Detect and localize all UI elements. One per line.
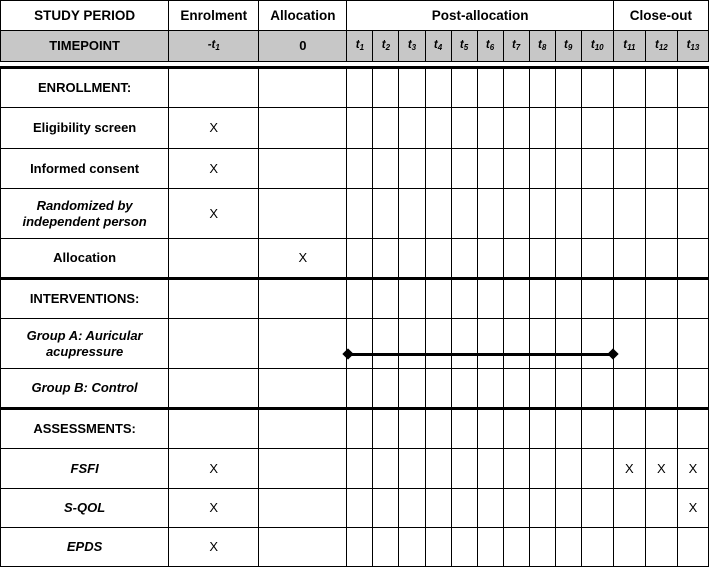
- cell: [399, 149, 425, 189]
- cell: [373, 239, 399, 279]
- cell: [399, 409, 425, 449]
- study-period-heading: STUDY PERIOD: [1, 1, 169, 31]
- timepoint-t7: $t_7$: [503, 31, 529, 62]
- cell: [259, 489, 347, 528]
- cell: [581, 239, 613, 279]
- cell: [645, 108, 677, 149]
- cell: [347, 108, 373, 149]
- cell: [373, 189, 399, 239]
- cell: [503, 189, 529, 239]
- cell: [581, 449, 613, 489]
- cell: [425, 239, 451, 279]
- cell: [529, 409, 555, 449]
- cell: [581, 528, 613, 567]
- cell: [451, 189, 477, 239]
- cell: [425, 279, 451, 319]
- mark-fsfi-t12: X: [645, 449, 677, 489]
- cell: [677, 108, 708, 149]
- cell: [399, 489, 425, 528]
- cell: [529, 449, 555, 489]
- mark-sqol-enrolment: X: [169, 489, 259, 528]
- cell: [425, 108, 451, 149]
- cell: [555, 369, 581, 409]
- table-row: [1, 528, 709, 567]
- section-header-row: [1, 68, 709, 108]
- cell: [399, 108, 425, 149]
- cell: [477, 528, 503, 567]
- cell: [347, 489, 373, 528]
- cell: [451, 489, 477, 528]
- cell: [503, 409, 529, 449]
- cell: [581, 319, 613, 369]
- cell: [373, 528, 399, 567]
- row-label-sqol: S-QOL: [1, 489, 169, 528]
- cell: [503, 449, 529, 489]
- cell: [347, 449, 373, 489]
- timepoint-t2: $t_2$: [373, 31, 399, 62]
- cell: [555, 528, 581, 567]
- timepoint-row: [1, 31, 709, 62]
- row-label-epds: EPDS: [1, 528, 169, 567]
- cell: [645, 149, 677, 189]
- table-row: [1, 489, 709, 528]
- table-row: [1, 108, 709, 149]
- cell: [503, 319, 529, 369]
- cell: [555, 239, 581, 279]
- cell: [529, 319, 555, 369]
- cell: [451, 528, 477, 567]
- cell: [645, 319, 677, 369]
- mark-consent-enrolment: X: [169, 149, 259, 189]
- timepoint-t10: $t_{10}$: [581, 31, 613, 62]
- cell: [451, 108, 477, 149]
- cell: [677, 68, 708, 108]
- cell: [645, 489, 677, 528]
- assessments-section-title: ASSESSMENTS:: [1, 409, 169, 449]
- row-label-fsfi: FSFI: [1, 449, 169, 489]
- cell: [259, 149, 347, 189]
- allocation-heading: Allocation: [259, 1, 347, 31]
- cell: [503, 108, 529, 149]
- cell: [613, 409, 645, 449]
- mark-epds-enrolment: X: [169, 528, 259, 567]
- cell: [259, 189, 347, 239]
- table-row: [1, 319, 709, 369]
- cell: [425, 528, 451, 567]
- cell: [555, 409, 581, 449]
- cell: [425, 369, 451, 409]
- cell: [451, 68, 477, 108]
- table-row: [1, 189, 709, 239]
- cell: [555, 149, 581, 189]
- cell: [347, 149, 373, 189]
- timepoint-t8: $t_8$: [529, 31, 555, 62]
- enrollment-section-title: ENROLLMENT:: [1, 68, 169, 108]
- cell: [581, 68, 613, 108]
- cell: [581, 369, 613, 409]
- study-period-row: [1, 1, 709, 31]
- cell: [581, 279, 613, 319]
- table-row: [1, 449, 709, 489]
- cell: [425, 409, 451, 449]
- timepoint-t12: $t_{12}$: [645, 31, 677, 62]
- timepoint-t4: $t_4$: [425, 31, 451, 62]
- cell: [677, 409, 708, 449]
- cell: [555, 279, 581, 319]
- cell: [477, 239, 503, 279]
- enrolment-heading: Enrolment: [169, 1, 259, 31]
- cell: [399, 239, 425, 279]
- cell: [555, 449, 581, 489]
- cell: [581, 189, 613, 239]
- cell: [645, 189, 677, 239]
- cell: [503, 528, 529, 567]
- cell: [425, 489, 451, 528]
- cell: [529, 108, 555, 149]
- cell: [645, 68, 677, 108]
- cell: [503, 369, 529, 409]
- cell: [373, 279, 399, 319]
- cell: [677, 369, 708, 409]
- cell: [373, 489, 399, 528]
- cell: [347, 319, 373, 369]
- cell: [347, 189, 373, 239]
- cell: [259, 409, 347, 449]
- cell: [529, 279, 555, 319]
- timepoint-t1: $t_1$: [347, 31, 373, 62]
- table-row: [1, 149, 709, 189]
- cell: [451, 409, 477, 449]
- cell: [451, 239, 477, 279]
- cell: [613, 149, 645, 189]
- cell: [451, 319, 477, 369]
- row-label-randomized: Randomized by independent person: [1, 189, 169, 239]
- section-header-row: [1, 409, 709, 449]
- interventions-section-title: INTERVENTIONS:: [1, 279, 169, 319]
- cell: [613, 108, 645, 149]
- cell: [169, 369, 259, 409]
- cell: [555, 68, 581, 108]
- cell: [347, 279, 373, 319]
- post-allocation-heading: Post-allocation: [347, 1, 613, 31]
- cell: [529, 528, 555, 567]
- timepoint-t13: $t_{13}$: [677, 31, 708, 62]
- cell: [347, 409, 373, 449]
- row-label-group-a: Group A: Auricular acupressure: [1, 319, 169, 369]
- cell: [399, 68, 425, 108]
- cell: [581, 108, 613, 149]
- mark-fsfi-t11: X: [613, 449, 645, 489]
- cell: [425, 319, 451, 369]
- row-label-informed-consent: Informed consent: [1, 149, 169, 189]
- cell: [347, 528, 373, 567]
- cell: [259, 68, 347, 108]
- cell: [645, 409, 677, 449]
- cell: [645, 279, 677, 319]
- cell: [373, 449, 399, 489]
- cell: [503, 279, 529, 319]
- cell: [477, 108, 503, 149]
- cell: [581, 409, 613, 449]
- cell: [347, 369, 373, 409]
- cell: [259, 108, 347, 149]
- cell: [613, 489, 645, 528]
- cell: [613, 279, 645, 319]
- cell: [347, 239, 373, 279]
- timepoint-heading: TIMEPOINT: [1, 31, 169, 62]
- table-row: [1, 369, 709, 409]
- cell: [451, 279, 477, 319]
- cell: [373, 369, 399, 409]
- section-header-row: [1, 279, 709, 319]
- timepoint-t6: $t_6$: [477, 31, 503, 62]
- cell: [259, 528, 347, 567]
- cell: [259, 369, 347, 409]
- cell: [677, 319, 708, 369]
- cell: [399, 369, 425, 409]
- row-label-group-b: Group B: Control: [1, 369, 169, 409]
- cell: [477, 449, 503, 489]
- cell: [451, 369, 477, 409]
- cell: [581, 149, 613, 189]
- cell: [477, 489, 503, 528]
- mark-allocation: X: [259, 239, 347, 279]
- cell: [677, 528, 708, 567]
- cell: [477, 319, 503, 369]
- cell: [555, 319, 581, 369]
- cell: [399, 449, 425, 489]
- mark-fsfi-t13: X: [677, 449, 708, 489]
- cell: [503, 68, 529, 108]
- cell: [259, 449, 347, 489]
- mark-sqol-t13: X: [677, 489, 708, 528]
- timepoint-t11: $t_{11}$: [613, 31, 645, 62]
- row-label-eligibility: Eligibility screen: [1, 108, 169, 149]
- cell: [581, 489, 613, 528]
- mark-fsfi-enrolment: X: [169, 449, 259, 489]
- cell: [373, 108, 399, 149]
- timepoint-enrolment: $-t_1$: [169, 31, 259, 62]
- cell: [555, 108, 581, 149]
- cell: [529, 189, 555, 239]
- mark-eligibility-enrolment: X: [169, 108, 259, 149]
- cell: [529, 489, 555, 528]
- cell: [373, 149, 399, 189]
- cell: [555, 189, 581, 239]
- cell: [477, 68, 503, 108]
- close-out-heading: Close-out: [613, 1, 708, 31]
- cell: [613, 239, 645, 279]
- cell: [645, 528, 677, 567]
- cell: [677, 239, 708, 279]
- cell: [399, 319, 425, 369]
- cell: [477, 279, 503, 319]
- cell: [399, 279, 425, 319]
- cell: [259, 279, 347, 319]
- timepoint-t3: $t_3$: [399, 31, 425, 62]
- cell: [529, 149, 555, 189]
- cell: [477, 369, 503, 409]
- cell: [399, 528, 425, 567]
- cell: [169, 279, 259, 319]
- mark-randomized-enrolment: X: [169, 189, 259, 239]
- cell: [503, 149, 529, 189]
- cell: [169, 68, 259, 108]
- cell: [373, 319, 399, 369]
- cell: [169, 409, 259, 449]
- cell: [169, 319, 259, 369]
- cell: [347, 68, 373, 108]
- cell: [451, 149, 477, 189]
- cell: [613, 189, 645, 239]
- cell: [529, 369, 555, 409]
- cell: [477, 149, 503, 189]
- cell: [373, 409, 399, 449]
- table-row: [1, 239, 709, 279]
- cell: [503, 489, 529, 528]
- cell: [425, 449, 451, 489]
- cell: [451, 449, 477, 489]
- cell: [613, 369, 645, 409]
- cell: [503, 239, 529, 279]
- cell: [613, 68, 645, 108]
- timepoint-t5: $t_5$: [451, 31, 477, 62]
- cell: [677, 189, 708, 239]
- timepoint-allocation: 0: [259, 31, 347, 62]
- cell: [425, 68, 451, 108]
- timepoint-t9: $t_9$: [555, 31, 581, 62]
- cell: [477, 409, 503, 449]
- cell: [529, 239, 555, 279]
- cell: [613, 319, 645, 369]
- cell: [555, 489, 581, 528]
- cell: [677, 149, 708, 189]
- cell: [677, 279, 708, 319]
- intervention-timeline-line: [348, 353, 612, 356]
- cell: [425, 189, 451, 239]
- cell: [529, 68, 555, 108]
- cell: [645, 239, 677, 279]
- cell: [477, 189, 503, 239]
- cell: [373, 68, 399, 108]
- cell: [645, 369, 677, 409]
- cell: [425, 149, 451, 189]
- cell: [613, 528, 645, 567]
- cell: [169, 239, 259, 279]
- cell: [399, 189, 425, 239]
- cell: [259, 319, 347, 369]
- row-label-allocation: Allocation: [1, 239, 169, 279]
